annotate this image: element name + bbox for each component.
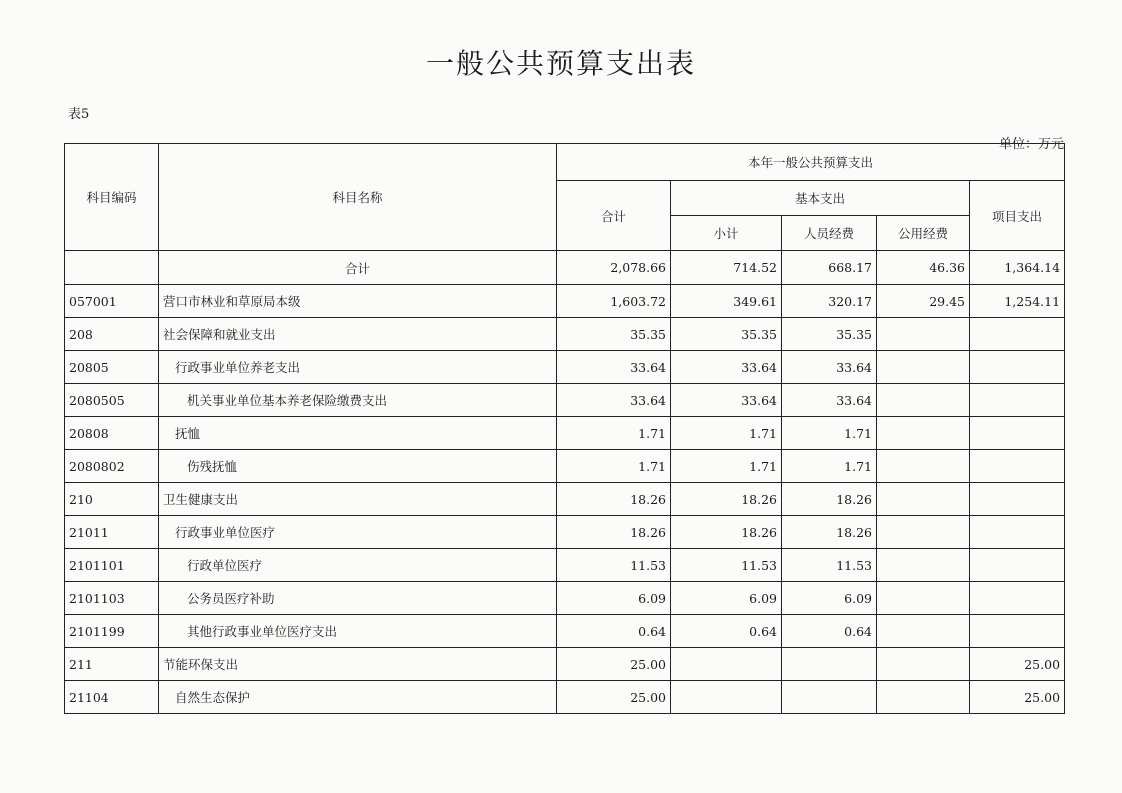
table-row — [65, 318, 1065, 351]
row-name: 伤残抚恤 — [159, 450, 557, 483]
row-name: 自然生态保护 — [159, 681, 557, 714]
total-project: 1,364.14 — [970, 251, 1065, 285]
row-personnel: 33.64 — [782, 351, 877, 384]
header-subtotal: 小计 — [671, 216, 782, 251]
row-public — [877, 450, 970, 483]
row-name: 营口市林业和草原局本级 — [159, 285, 557, 318]
row-code: 20805 — [65, 351, 159, 384]
row-subtotal: 349.61 — [671, 285, 782, 318]
row-personnel: 1.71 — [782, 450, 877, 483]
row-project: 25.00 — [970, 648, 1065, 681]
row-project — [970, 615, 1065, 648]
row-public — [877, 516, 970, 549]
row-total: 25.00 — [557, 681, 671, 714]
row-code: 2080802 — [65, 450, 159, 483]
row-name: 抚恤 — [159, 417, 557, 450]
header-code: 科目编码 — [65, 144, 159, 251]
row-project — [970, 384, 1065, 417]
row-subtotal — [671, 648, 782, 681]
row-public — [877, 351, 970, 384]
row-public — [877, 318, 970, 351]
row-subtotal: 11.53 — [671, 549, 782, 582]
total-subtotal: 714.52 — [671, 251, 782, 285]
row-personnel — [782, 681, 877, 714]
row-public — [877, 615, 970, 648]
row-project — [970, 450, 1065, 483]
row-personnel: 18.26 — [782, 483, 877, 516]
header-basic: 基本支出 — [671, 181, 970, 216]
row-personnel: 6.09 — [782, 582, 877, 615]
row-public — [877, 384, 970, 417]
total-row — [65, 251, 1065, 285]
table-row — [65, 285, 1065, 318]
row-total: 6.09 — [557, 582, 671, 615]
table-row — [65, 351, 1065, 384]
row-public — [877, 681, 970, 714]
row-subtotal: 0.64 — [671, 615, 782, 648]
table-row — [65, 384, 1065, 417]
row-personnel: 0.64 — [782, 615, 877, 648]
row-name: 其他行政事业单位医疗支出 — [159, 615, 557, 648]
total-total: 2,078.66 — [557, 251, 671, 285]
total-label: 合计 — [159, 251, 557, 285]
row-personnel: 320.17 — [782, 285, 877, 318]
row-code: 211 — [65, 648, 159, 681]
row-name: 行政事业单位养老支出 — [159, 351, 557, 384]
row-code: 210 — [65, 483, 159, 516]
row-project: 1,254.11 — [970, 285, 1065, 318]
row-personnel — [782, 648, 877, 681]
row-public — [877, 417, 970, 450]
row-name: 卫生健康支出 — [159, 483, 557, 516]
row-code: 2101103 — [65, 582, 159, 615]
row-code: 208 — [65, 318, 159, 351]
row-total: 33.64 — [557, 351, 671, 384]
row-personnel: 35.35 — [782, 318, 877, 351]
row-total: 1.71 — [557, 417, 671, 450]
header-name: 科目名称 — [159, 144, 557, 251]
row-project — [970, 351, 1065, 384]
budget-expenditure-table — [64, 143, 1065, 714]
row-name: 机关事业单位基本养老保险缴费支出 — [159, 384, 557, 417]
header-personnel: 人员经费 — [782, 216, 877, 251]
row-code: 057001 — [65, 285, 159, 318]
row-subtotal: 33.64 — [671, 351, 782, 384]
row-public — [877, 549, 970, 582]
table-row — [65, 483, 1065, 516]
row-project — [970, 417, 1065, 450]
row-subtotal: 6.09 — [671, 582, 782, 615]
row-public — [877, 483, 970, 516]
row-name: 行政事业单位医疗 — [159, 516, 557, 549]
row-name: 行政单位医疗 — [159, 549, 557, 582]
row-name: 节能环保支出 — [159, 648, 557, 681]
row-subtotal — [671, 681, 782, 714]
unit-label: 单位：万元 — [998, 137, 1064, 152]
row-code: 21011 — [65, 516, 159, 549]
row-personnel: 18.26 — [782, 516, 877, 549]
row-code: 20808 — [65, 417, 159, 450]
total-code-cell — [65, 251, 159, 285]
row-personnel: 11.53 — [782, 549, 877, 582]
row-project — [970, 483, 1065, 516]
row-public — [877, 582, 970, 615]
table-row — [65, 582, 1065, 615]
row-personnel: 1.71 — [782, 417, 877, 450]
table-row — [65, 615, 1065, 648]
table-row — [65, 417, 1065, 450]
row-subtotal: 35.35 — [671, 318, 782, 351]
row-code: 2080505 — [65, 384, 159, 417]
header-current-year: 本年一般公共预算支出 — [557, 144, 1065, 181]
table-row — [65, 516, 1065, 549]
total-public: 46.36 — [877, 251, 970, 285]
row-total: 0.64 — [557, 615, 671, 648]
header-project: 项目支出 — [970, 181, 1065, 251]
row-code: 2101101 — [65, 549, 159, 582]
row-project — [970, 516, 1065, 549]
row-total: 1.71 — [557, 450, 671, 483]
row-project — [970, 318, 1065, 351]
row-total: 18.26 — [557, 516, 671, 549]
table-row — [65, 681, 1065, 714]
row-total: 35.35 — [557, 318, 671, 351]
row-project — [970, 582, 1065, 615]
row-subtotal: 1.71 — [671, 450, 782, 483]
row-name: 社会保障和就业支出 — [159, 318, 557, 351]
table-row — [65, 549, 1065, 582]
table-row — [65, 450, 1065, 483]
row-total: 25.00 — [557, 648, 671, 681]
header-total: 合计 — [557, 181, 671, 251]
row-name: 公务员医疗补助 — [159, 582, 557, 615]
row-personnel: 33.64 — [782, 384, 877, 417]
table-row — [65, 648, 1065, 681]
row-total: 1,603.72 — [557, 285, 671, 318]
total-personnel: 668.17 — [782, 251, 877, 285]
row-total: 33.64 — [557, 384, 671, 417]
row-total: 11.53 — [557, 549, 671, 582]
row-code: 21104 — [65, 681, 159, 714]
row-subtotal: 33.64 — [671, 384, 782, 417]
document-title: 一般公共预算支出表 — [425, 47, 696, 80]
row-subtotal: 1.71 — [671, 417, 782, 450]
row-total: 18.26 — [557, 483, 671, 516]
row-project: 25.00 — [970, 681, 1065, 714]
row-project — [970, 549, 1065, 582]
row-subtotal: 18.26 — [671, 516, 782, 549]
row-code: 2101199 — [65, 615, 159, 648]
row-public: 29.45 — [877, 285, 970, 318]
row-public — [877, 648, 970, 681]
header-public: 公用经费 — [877, 216, 970, 251]
table-number: 表5 — [68, 107, 90, 122]
row-subtotal: 18.26 — [671, 483, 782, 516]
